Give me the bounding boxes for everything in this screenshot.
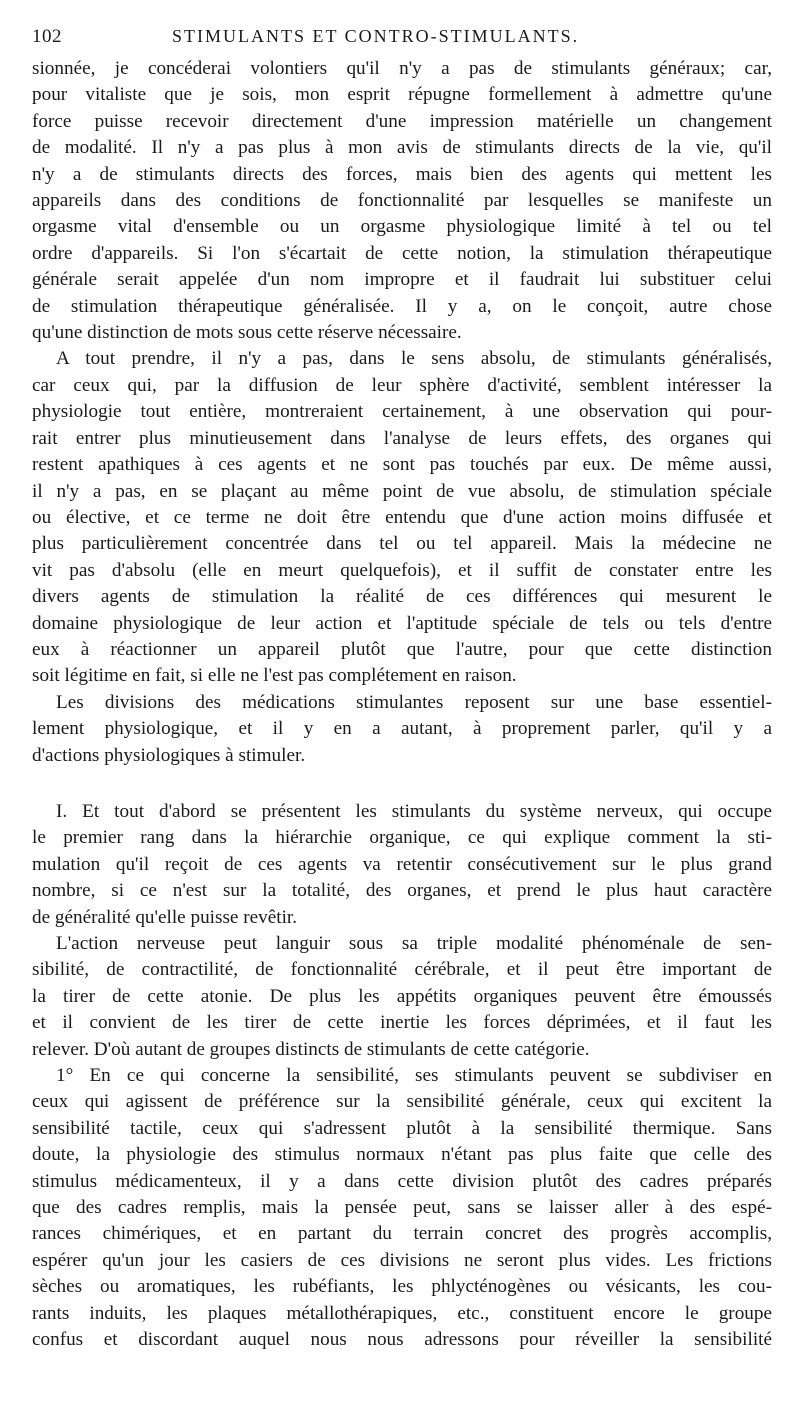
text-line: stimulus médicamenteux, il y a dans cette division plutôt des cadres préparés [32, 1170, 772, 1192]
text-line: espérer qu'un jour les casiers de ces divisions ne seront plus vides. Les frictions [32, 1249, 772, 1271]
text-line: physiologie tout entière, montreraient certainement, à une observation qui pour- [32, 401, 772, 423]
text-line: n'y a de stimulants directs des forces, mais bien des agents qui mettent les [32, 163, 772, 185]
text-line: sibilité, de contractilité, de fonctionnalité cérébrale, et il peut être important de [32, 959, 772, 981]
text-line: appareils dans des conditions de fonctionnalité par lesquelles se manifeste un [32, 190, 772, 212]
text-line: 1° En ce qui concerne la sensibilité, ses stimulants peuvent se subdiviser en [56, 1065, 772, 1087]
page-number: 102 [32, 26, 62, 47]
text-line: le premier rang dans la hiérarchie organique, ce qui explique comment la sti- [32, 827, 772, 849]
text-line: vit pas d'absolu (elle en meurt quelquefois), et il suffit de constater entre les [32, 559, 772, 581]
paragraph-divisions [32, 690, 772, 769]
text-line: confus et discordant auquel nous nous adressons pour réveiller la sensibilité [32, 1329, 772, 1351]
text-line: sensibilité tactile, ceux qui s'adressent plutôt à la sensibilité thermique. Sans [32, 1117, 772, 1139]
text-line: mulation qu'il reçoit de ces agents va retentir consécutivement sur le plus grand [32, 853, 772, 875]
text-line: rants induits, les plaques métallothérapiques, etc., constituent encore le groupe [32, 1302, 772, 1324]
text-line: générale serait appelée d'un nom impropre et il faudrait lui substituer celui [32, 269, 772, 291]
text-line: eux à réactionner un appareil plutôt que l'autre, pour que cette distinction [32, 638, 772, 660]
text-line: L'action nerveuse peut languir sous sa triple modalité phénoménale de sen- [56, 933, 772, 954]
text-line: de généralité qu'elle puisse revêtir. [32, 906, 298, 928]
text-line: soit légitime en fait, si elle ne l'est pas complétement en raison. [32, 665, 517, 687]
paragraph-a-tout-prendre [32, 346, 772, 689]
text-line: plus particulièrement concentrée dans tel ou tel appareil. Mais la médecine ne [32, 533, 772, 555]
text-line: sionnée, je concéderai volontiers qu'il n'y a pas de stimulants généraux; car, [32, 58, 772, 79]
text-line: restent apathiques à ces agents et ne sont pas touchés par eux. De même aussi, [32, 454, 772, 476]
text-line: rait entrer plus minutieusement dans l'analyse de leurs effets, des organes qui [32, 427, 772, 449]
text-line: A tout prendre, il n'y a pas, dans le sens absolu, de stimulants généralisés, [56, 348, 772, 370]
body-text [32, 56, 772, 1354]
text-line: nombre, si ce n'est sur la totalité, des organes, et prend le plus haut caractère [32, 880, 772, 902]
text-line: la tirer de cette atonie. De plus les appétits organiques peuvent être émoussés [32, 985, 772, 1007]
text-line: il n'y a pas, en se plaçant au même point de vue absolu, de stimulation spéciale [32, 480, 772, 502]
text-line: force puisse recevoir directement d'une impression matérielle un changement [32, 110, 772, 132]
paragraph-section-one [32, 799, 772, 931]
text-line: que des cadres remplis, mais la pensée peut, sans se laisser aller à des espé- [32, 1197, 772, 1219]
text-line: de stimulation thérapeutique généralisée. Il y a, on le conçoit, autre chose [32, 295, 772, 317]
text-line: ou élective, et ce terme ne doit être entendu que d'une action moins diffusée et [32, 506, 772, 528]
book-page [32, 26, 772, 1354]
text-line: ordre d'appareils. Si l'on s'écartait de cette notion, la stimulation thérapeutique [32, 242, 772, 264]
text-line: sèches ou aromatiques, les rubéfiants, les phlycténogènes ou vésicants, les cou- [32, 1276, 772, 1298]
paragraph-sensibilite [32, 1063, 772, 1353]
running-title: STIMULANTS ET CONTRO-STIMULANTS. [172, 26, 580, 46]
text-line: car ceux qui, par la diffusion de leur sphère d'activité, semblent intéresser la [32, 374, 772, 396]
text-line: domaine physiologique de leur action et l'aptitude spéciale de tels ou tels d'entre [32, 612, 772, 634]
text-line: d'actions physiologiques à stimuler. [32, 744, 306, 766]
text-line: orgasme vital d'ensemble ou un orgasme physiologique limité à tel ou tel [32, 216, 772, 238]
text-line: divers agents de stimulation la réalité de ces différences qui mesurent le [32, 586, 772, 608]
section-gap [32, 769, 772, 799]
text-line: I. Et tout d'abord se présentent les stimulants du système nerveux, qui occupe [56, 800, 772, 822]
text-line: pour vitaliste que je sois, mon esprit répugne formellement à admettre qu'une [32, 84, 772, 106]
text-line: rances chimériques, et en partant du terrain concret des progrès accomplis, [32, 1223, 772, 1245]
paragraph-continued [32, 56, 772, 346]
text-line: Les divisions des médications stimulantes reposent sur une base essentiel- [56, 691, 772, 713]
text-line: doute, la physiologie des stimulus normaux n'étant pas plus faite que celle des [32, 1144, 772, 1166]
text-line: de modalité. Il n'y a pas plus à mon avis de stimulants directs de la vie, qu'il [32, 137, 772, 159]
text-line: ceux qui agissent de préférence sur la sensibilité générale, ceux qui excitent la [32, 1091, 772, 1113]
paragraph-action-nerveuse [32, 931, 772, 1063]
text-line: relever. D'où autant de groupes distincts de stimulants de cette catégorie. [32, 1038, 590, 1060]
page-header [32, 26, 772, 56]
text-line: qu'une distinction de mots sous cette réserve nécessaire. [32, 322, 462, 344]
text-line: lement physiologique, et il y en a autant, à proprement parler, qu'il y a [32, 718, 772, 740]
text-line: et il convient de les tirer de cette inertie les forces déprimées, et il faut les [32, 1012, 772, 1034]
